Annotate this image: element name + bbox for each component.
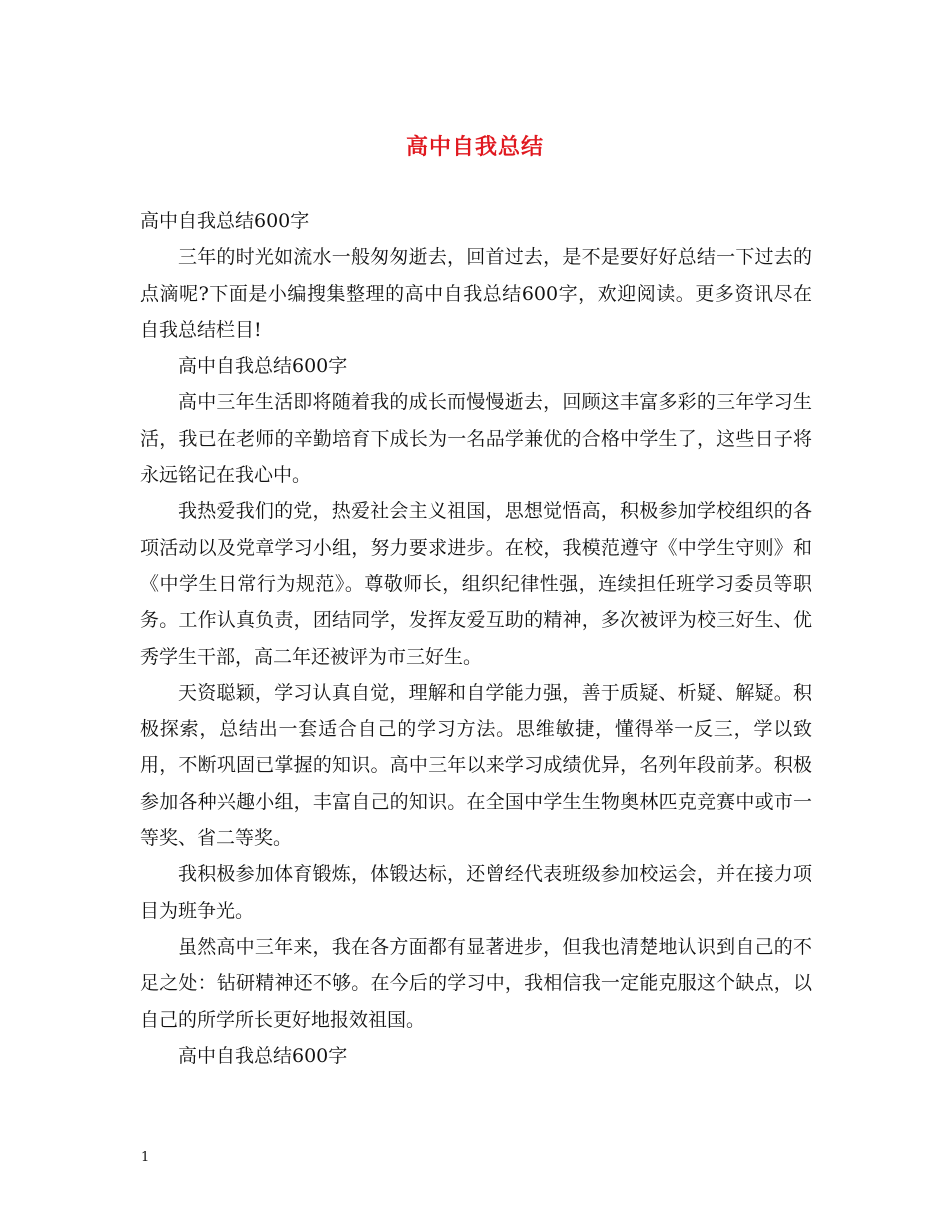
paragraph: 我热爱我们的党，热爱社会主义祖国，思想觉悟高，积极参加学校组织的各项活动以及党章学习小组，努力要求进步。在校，我模范遵守《中学生守则》和《中学生日常行为规范》。尊敬师长，组织纪律性强，连续担任班学习委员等职务。工作认真负责，团结同学，发挥友爱互助的精神，多次被评为校三好生、优秀学生干部，高二年还被评为市三好生。 [140, 500, 812, 668]
paragraph-subtitle: 高中自我总结600字 [140, 210, 310, 232]
paragraph: 虽然高中三年来，我在各方面都有显著进步，但我也清楚地认识到自己的不足之处：钻研精神还不够。在今后的学习中，我相信我一定能克服这个缺点，以自己的所学所长更好地报效祖国。 [140, 935, 812, 1031]
paragraph: 我积极参加体育锻炼，体锻达标，还曾经代表班级参加校运会，并在接力项目为班争光。 [140, 863, 812, 922]
document-body [140, 203, 812, 1074]
page-number: 1 [141, 1150, 150, 1165]
paragraph: 天资聪颖，学习认真自觉，理解和自学能力强，善于质疑、析疑、解疑。积极探索，总结出一套适合自己的学习方法。思维敏捷，懂得举一反三，学以致用，不断巩固已掌握的知识。高中三年以来学习成绩优异，名列年段前茅。积极参加各种兴趣小组，丰富自己的知识。在全国中学生生物奥林匹克竞赛中或市一等奖、省二等奖。 [140, 681, 812, 850]
paragraph: 高中三年生活即将随着我的成长而慢慢逝去，回顾这丰富多彩的三年学习生活，我已在老师的辛勤培育下成长为一名品学兼优的合格中学生了，这些日子将永远铭记在我心中。 [140, 391, 812, 487]
paragraph-heading: 高中自我总结600字 [178, 1044, 348, 1067]
document-title: 高中自我总结 [405, 134, 544, 160]
paragraph-intro: 三年的时光如流水一般匆匆逝去，回首过去，是不是要好好总结一下过去的点滴呢?下面是小编搜集整理的高中自我总结600字，欢迎阅读。更多资讯尽在自我总结栏目! [140, 246, 812, 341]
paragraph-heading: 高中自我总结600字 [178, 355, 348, 378]
